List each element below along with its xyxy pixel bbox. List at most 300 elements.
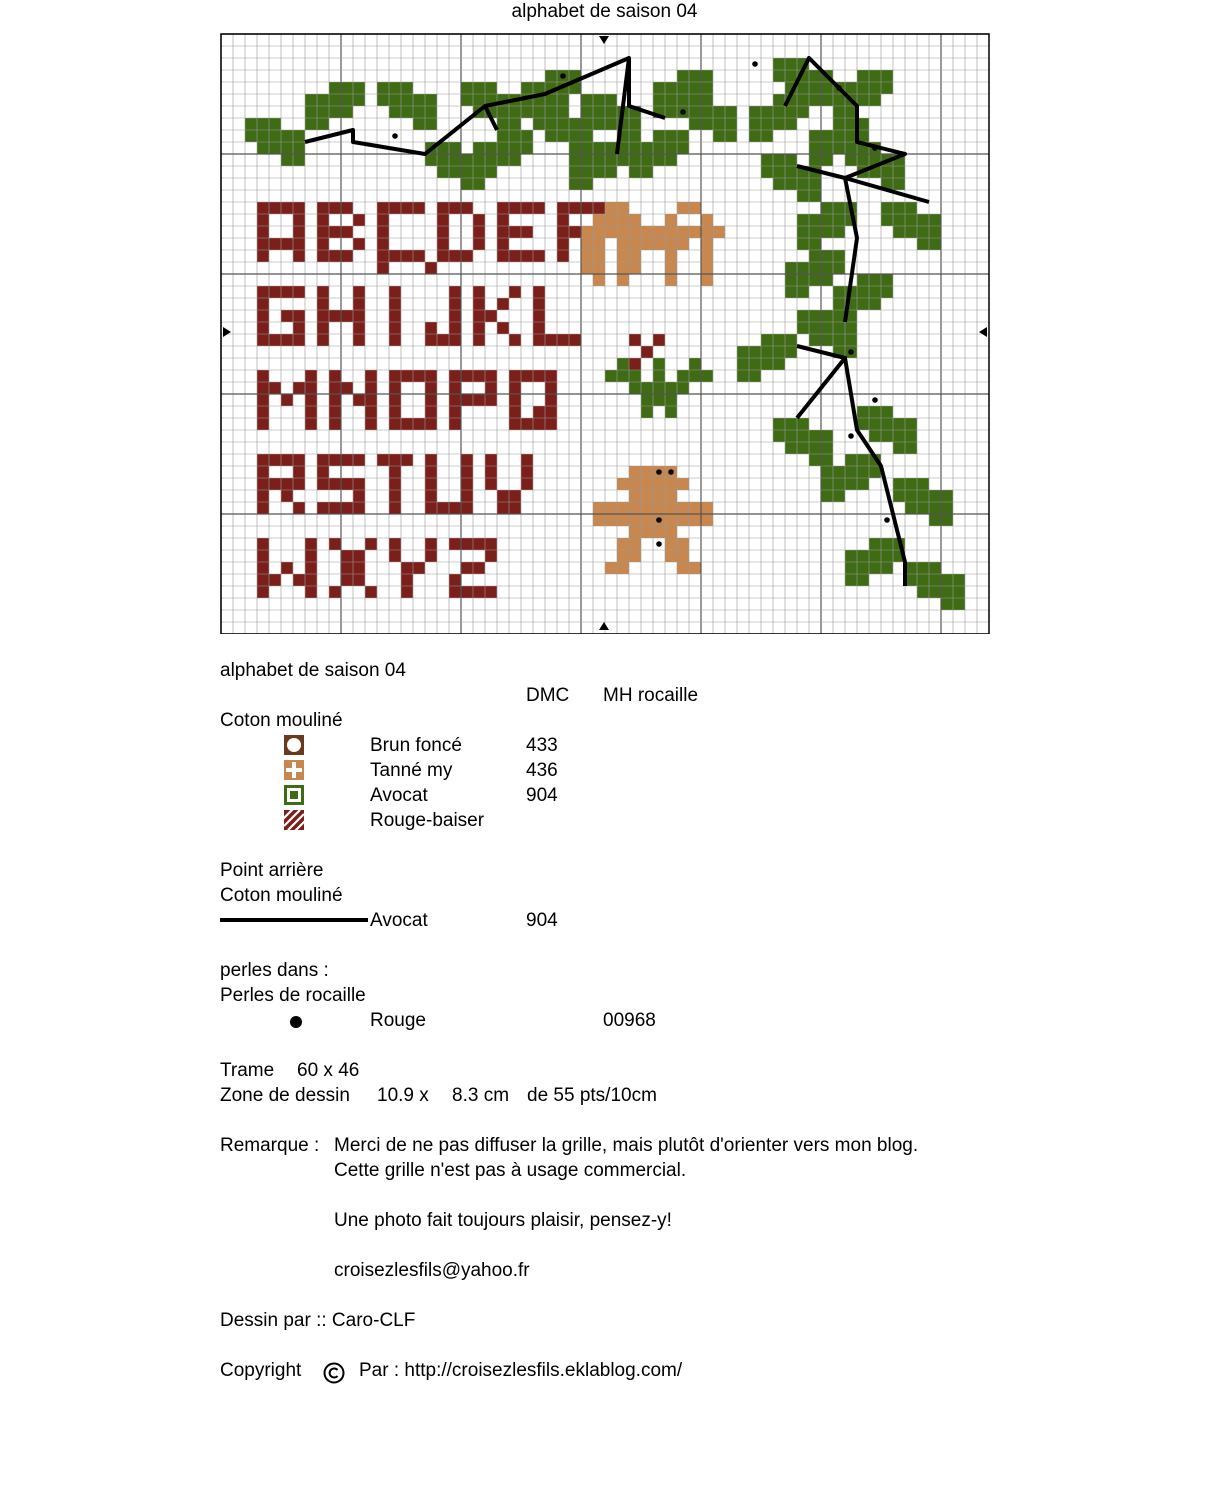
letter-stitch-a: [257, 238, 269, 250]
leaf-stitch: [521, 130, 533, 142]
leaf-stitch: [869, 286, 881, 298]
gingerbread-motif-stitch: [629, 502, 641, 514]
letter-stitch-u: [449, 502, 461, 514]
leaf-stitch: [581, 166, 593, 178]
leaf-stitch: [845, 478, 857, 490]
gingerbread-motif-stitch: [641, 502, 653, 514]
leaf-stitch: [461, 94, 473, 106]
leaf-stitch: [773, 418, 785, 430]
leaf-stitch: [689, 118, 701, 130]
letter-stitch-d: [437, 202, 449, 214]
leaf-stitch: [509, 130, 521, 142]
letter-stitch-d: [449, 250, 461, 262]
leaf-stitch: [821, 442, 833, 454]
gingerbread-motif-stitch: [629, 514, 641, 526]
leaf-stitch: [857, 82, 869, 94]
flower-motif-stitch: [653, 334, 665, 346]
leaf-stitch: [821, 226, 833, 238]
leaf-stitch: [641, 154, 653, 166]
letter-stitch-x: [353, 550, 365, 562]
leaf-stitch: [809, 226, 821, 238]
letter-stitch-u: [437, 502, 449, 514]
leaf-stitch: [785, 70, 797, 82]
letter-stitch-e: [533, 202, 545, 214]
flower-motif-stitch: [653, 358, 665, 370]
letter-stitch-p: [485, 382, 497, 394]
floss-dmc: 904: [526, 785, 558, 806]
leaf-stitch: [701, 82, 713, 94]
leaf-stitch: [809, 82, 821, 94]
flower-motif-stitch: [665, 406, 677, 418]
letter-stitch-q: [545, 418, 557, 430]
leaf-stitch: [881, 214, 893, 226]
letter-stitch-h: [353, 298, 365, 310]
leaf-stitch: [749, 370, 761, 382]
letter-stitch-s: [329, 454, 341, 466]
letter-stitch-v: [509, 490, 521, 502]
letter-stitch-f: [557, 214, 569, 226]
bead-dot-icon: [656, 469, 662, 475]
leaf-stitch: [869, 94, 881, 106]
rouge-baiser-symbol-icon: [284, 810, 304, 830]
letter-stitch-n: [329, 382, 341, 394]
leaf-stitch: [869, 406, 881, 418]
letter-stitch-b: [341, 250, 353, 262]
leaf-stitch: [809, 70, 821, 82]
leaf-stitch: [521, 106, 533, 118]
letter-stitch-b: [317, 250, 329, 262]
letter-stitch-b: [317, 238, 329, 250]
dog-motif-stitch: [617, 238, 629, 250]
bead-dot-icon: [848, 349, 854, 355]
letter-stitch-f: [557, 202, 569, 214]
gingerbread-motif-stitch: [641, 514, 653, 526]
leaf-stitch: [509, 106, 521, 118]
letter-stitch-y: [413, 562, 425, 574]
letter-stitch-w: [257, 538, 269, 550]
leaf-stitch: [473, 142, 485, 154]
letter-stitch-q: [545, 370, 557, 382]
dog-motif-stitch: [677, 202, 689, 214]
leaf-stitch: [497, 142, 509, 154]
bead-dot-icon: [668, 469, 674, 475]
avocat-symbol-icon: [284, 785, 304, 805]
gingerbread-motif-stitch: [677, 502, 689, 514]
leaf-stitch: [569, 118, 581, 130]
dog-motif-stitch: [617, 214, 629, 226]
letter-stitch-j: [449, 334, 461, 346]
gingerbread-motif-stitch: [653, 478, 665, 490]
leaf-stitch: [797, 442, 809, 454]
leaf-stitch: [677, 94, 689, 106]
leaf-stitch: [737, 346, 749, 358]
leaf-stitch: [413, 118, 425, 130]
leaf-stitch: [485, 166, 497, 178]
letter-stitch-b: [353, 214, 365, 226]
leaf-stitch: [785, 166, 797, 178]
letter-stitch-q: [545, 406, 557, 418]
dog-motif-stitch: [629, 250, 641, 262]
dog-motif-stitch: [581, 250, 593, 262]
letter-stitch-h: [329, 310, 341, 322]
letter-stitch-h: [317, 298, 329, 310]
gingerbread-motif-stitch: [677, 562, 689, 574]
letter-stitch-d: [473, 238, 485, 250]
letter-stitch-g: [269, 286, 281, 298]
floss-section-heading: Coton mouliné: [220, 710, 343, 731]
leaf-stitch: [425, 118, 437, 130]
gingerbread-motif-stitch: [653, 490, 665, 502]
letter-stitch-c: [377, 226, 389, 238]
leaf-stitch: [773, 334, 785, 346]
leaf-stitch: [821, 490, 833, 502]
leaf-stitch: [905, 214, 917, 226]
letter-stitch-q: [545, 382, 557, 394]
letter-stitch-v: [485, 478, 497, 490]
flower-motif-stitch: [641, 394, 653, 406]
letter-stitch-s: [329, 502, 341, 514]
leaf-stitch: [857, 154, 869, 166]
letter-stitch-z: [461, 538, 473, 550]
letter-stitch-d: [437, 214, 449, 226]
letter-stitch-i: [389, 334, 401, 346]
leaf-stitch: [413, 94, 425, 106]
leaf-stitch: [881, 430, 893, 442]
leaf-stitch: [917, 490, 929, 502]
leaf-stitch: [329, 82, 341, 94]
floss-name: Brun foncé: [370, 735, 462, 756]
leaf-stitch: [257, 118, 269, 130]
dog-motif-stitch: [701, 226, 713, 238]
blog-link[interactable]: Par : http://croisezlesfils.eklablog.com/: [359, 1360, 683, 1381]
email-link[interactable]: croisezlesfils@yahoo.fr: [334, 1260, 530, 1281]
letter-stitch-p: [473, 394, 485, 406]
leaf-stitch: [893, 490, 905, 502]
leaf-stitch: [317, 94, 329, 106]
cross-stitch-chart: [220, 33, 990, 634]
dog-motif-stitch: [617, 262, 629, 274]
letter-stitch-x: [341, 550, 353, 562]
leaf-stitch: [581, 94, 593, 106]
leaf-stitch: [533, 118, 545, 130]
leaf-stitch: [785, 274, 797, 286]
leaf-stitch: [521, 82, 533, 94]
leaf-stitch: [749, 106, 761, 118]
leaf-stitch: [761, 118, 773, 130]
leaf-stitch: [893, 442, 905, 454]
leaf-stitch: [941, 490, 953, 502]
leaf-stitch: [581, 106, 593, 118]
letter-stitch-p: [473, 370, 485, 382]
letter-stitch-x: [353, 562, 365, 574]
letter-stitch-w: [257, 586, 269, 598]
remark-line: Cette grille n'est pas à usage commercial.: [334, 1160, 687, 1181]
leaf-stitch: [869, 418, 881, 430]
leaf-stitch: [857, 94, 869, 106]
letter-stitch-k: [473, 286, 485, 298]
bead-dot-icon: [392, 133, 398, 139]
floss-name: Rouge-baiser: [370, 810, 485, 831]
letter-stitch-m: [305, 394, 317, 406]
floss-dmc: 436: [526, 760, 558, 781]
letter-stitch-z: [473, 586, 485, 598]
letter-stitch-w: [257, 562, 269, 574]
leaf-stitch: [461, 178, 473, 190]
dog-motif-stitch: [701, 262, 713, 274]
gingerbread-motif-stitch: [617, 514, 629, 526]
leaf-stitch: [749, 358, 761, 370]
letter-stitch-v: [497, 490, 509, 502]
letter-stitch-l: [569, 334, 581, 346]
flower-motif-stitch: [689, 358, 701, 370]
letter-stitch-u: [461, 490, 473, 502]
letter-stitch-q: [509, 418, 521, 430]
leaf-stitch: [809, 250, 821, 262]
leaf-stitch: [665, 94, 677, 106]
leaf-stitch: [893, 214, 905, 226]
leaf-stitch: [317, 106, 329, 118]
leaf-stitch: [821, 262, 833, 274]
letter-stitch-k: [473, 322, 485, 334]
dog-motif-stitch: [629, 238, 641, 250]
letter-stitch-c: [377, 238, 389, 250]
leaf-stitch: [821, 250, 833, 262]
leaf-stitch: [785, 58, 797, 70]
letter-stitch-s: [353, 478, 365, 490]
leaf-stitch: [245, 118, 257, 130]
letter-stitch-n: [329, 418, 341, 430]
leaf-stitch: [857, 454, 869, 466]
gingerbread-motif-stitch: [605, 502, 617, 514]
letter-stitch-n: [329, 370, 341, 382]
leaf-stitch: [881, 166, 893, 178]
leaf-stitch: [329, 94, 341, 106]
flower-motif-stitch: [641, 406, 653, 418]
letter-stitch-b: [329, 202, 341, 214]
letter-stitch-d: [461, 202, 473, 214]
chart-title: alphabet de saison 04: [511, 1, 698, 22]
leaf-stitch: [797, 214, 809, 226]
letter-stitch-u: [461, 478, 473, 490]
leaf-stitch: [629, 118, 641, 130]
gingerbread-motif-stitch: [653, 502, 665, 514]
leaf-stitch: [449, 154, 461, 166]
leaf-stitch: [497, 106, 509, 118]
letter-stitch-s: [317, 466, 329, 478]
letter-stitch-g: [293, 322, 305, 334]
letter-stitch-p: [461, 370, 473, 382]
leaf-stitch: [809, 94, 821, 106]
leaf-stitch: [821, 430, 833, 442]
letter-stitch-l: [533, 298, 545, 310]
gingerbread-motif-stitch: [641, 490, 653, 502]
letter-stitch-g: [257, 286, 269, 298]
letter-stitch-g: [257, 298, 269, 310]
leaf-stitch: [341, 94, 353, 106]
leaf-stitch: [881, 202, 893, 214]
leaf-stitch: [833, 334, 845, 346]
bead-dot-icon: [848, 433, 854, 439]
leaf-stitch: [821, 454, 833, 466]
zone-label: Zone de dessin: [220, 1085, 350, 1106]
letter-stitch-z: [449, 574, 461, 586]
letter-stitch-a: [293, 238, 305, 250]
leaf-stitch: [353, 94, 365, 106]
leaf-stitch: [929, 226, 941, 238]
letter-stitch-b: [317, 214, 329, 226]
backstitch-dmc: 904: [526, 910, 558, 931]
letter-stitch-s: [353, 490, 365, 502]
letter-stitch-l: [545, 334, 557, 346]
leaf-stitch: [929, 490, 941, 502]
leaf-stitch: [869, 562, 881, 574]
dog-motif-stitch: [605, 202, 617, 214]
letter-stitch-v: [497, 502, 509, 514]
leaf-stitch: [509, 118, 521, 130]
center-marker-icon: [599, 622, 609, 630]
leaf-stitch: [557, 94, 569, 106]
letter-stitch-q: [533, 406, 545, 418]
leaf-stitch: [257, 142, 269, 154]
leaf-stitch: [569, 142, 581, 154]
leaf-stitch: [833, 490, 845, 502]
gingerbread-motif-stitch: [617, 562, 629, 574]
leaf-stitch: [401, 106, 413, 118]
remark-line: Merci de ne pas diffuser la grille, mais plutôt d'orienter vers mon blog.: [334, 1135, 919, 1156]
remark-line: Une photo fait toujours plaisir, pensez-y!: [334, 1210, 672, 1231]
leaf-stitch: [689, 70, 701, 82]
letter-stitch-j: [425, 322, 437, 334]
leaf-stitch: [593, 118, 605, 130]
letter-stitch-c: [389, 202, 401, 214]
letter-stitch-k: [497, 298, 509, 310]
leaf-stitch: [569, 166, 581, 178]
leaf-stitch: [557, 130, 569, 142]
key-title: alphabet de saison 04: [220, 660, 406, 681]
letter-stitch-b: [329, 250, 341, 262]
gingerbread-motif-stitch: [677, 538, 689, 550]
gingerbread-motif-stitch: [629, 478, 641, 490]
flower-motif-stitch: [641, 382, 653, 394]
letter-stitch-w: [293, 574, 305, 586]
leaf-stitch: [473, 154, 485, 166]
letter-stitch-t: [389, 466, 401, 478]
leaf-stitch: [797, 94, 809, 106]
leaf-stitch: [785, 346, 797, 358]
leaf-stitch: [761, 154, 773, 166]
letter-stitch-f: [569, 202, 581, 214]
letter-stitch-j: [449, 322, 461, 334]
leaf-stitch: [689, 106, 701, 118]
letter-stitch-b: [353, 238, 365, 250]
dog-motif-stitch: [617, 226, 629, 238]
dog-motif-stitch: [653, 238, 665, 250]
remark-label: Remarque :: [220, 1135, 320, 1156]
leaf-stitch: [833, 130, 845, 142]
leaf-stitch: [785, 430, 797, 442]
leaf-stitch: [833, 478, 845, 490]
leaf-stitch: [809, 430, 821, 442]
leaf-stitch: [761, 106, 773, 118]
letter-stitch-n: [365, 370, 377, 382]
letter-stitch-x: [365, 538, 377, 550]
leaf-stitch: [269, 130, 281, 142]
leaf-stitch: [497, 118, 509, 130]
leaf-stitch: [545, 70, 557, 82]
letter-stitch-q: [509, 406, 521, 418]
dog-motif-stitch: [653, 226, 665, 238]
leaf-stitch: [833, 286, 845, 298]
leaf-stitch: [785, 118, 797, 130]
leaf-stitch: [917, 574, 929, 586]
leaf-stitch: [821, 322, 833, 334]
letter-stitch-j: [449, 298, 461, 310]
letter-stitch-h: [317, 322, 329, 334]
letter-stitch-m: [293, 382, 305, 394]
dog-motif-stitch: [677, 226, 689, 238]
leaf-stitch: [869, 70, 881, 82]
tanne-symbol-icon: [284, 760, 304, 780]
leaf-stitch: [425, 154, 437, 166]
letter-stitch-h: [353, 322, 365, 334]
letter-stitch-r: [293, 466, 305, 478]
leaf-stitch: [917, 238, 929, 250]
letter-stitch-g: [281, 286, 293, 298]
copyright-label: Copyright: [220, 1360, 302, 1381]
leaf-stitch: [821, 310, 833, 322]
leaf-stitch: [653, 130, 665, 142]
letter-stitch-o: [389, 406, 401, 418]
letter-stitch-f: [557, 238, 569, 250]
leaf-stitch: [629, 154, 641, 166]
center-marker-icon: [599, 36, 609, 44]
leaf-stitch: [773, 94, 785, 106]
dog-motif-stitch: [593, 262, 605, 274]
letter-stitch-s: [353, 454, 365, 466]
leaf-stitch: [881, 286, 893, 298]
leaf-stitch: [581, 130, 593, 142]
letter-stitch-p: [449, 370, 461, 382]
bead-dot-icon: [884, 517, 890, 523]
dog-motif-stitch: [713, 226, 725, 238]
leaf-stitch: [857, 478, 869, 490]
leaf-stitch: [953, 586, 965, 598]
leaf-stitch: [845, 574, 857, 586]
leaf-stitch: [257, 130, 269, 142]
letter-stitch-r: [293, 502, 305, 514]
leaf-stitch: [857, 406, 869, 418]
letter-stitch-a: [293, 202, 305, 214]
letter-stitch-q: [533, 370, 545, 382]
zone-width: 10.9 x: [377, 1085, 429, 1106]
leaf-stitch: [461, 82, 473, 94]
leaf-stitch: [341, 106, 353, 118]
leaf-stitch: [473, 166, 485, 178]
letter-stitch-r: [281, 490, 293, 502]
letter-stitch-b: [317, 202, 329, 214]
letter-stitch-j: [449, 286, 461, 298]
letter-stitch-o: [401, 418, 413, 430]
dog-motif-stitch: [593, 226, 605, 238]
dog-motif-stitch: [617, 274, 629, 286]
leaf-stitch: [785, 418, 797, 430]
leaf-stitch: [641, 166, 653, 178]
letter-stitch-r: [293, 454, 305, 466]
leaf-stitch: [773, 430, 785, 442]
leaf-stitch: [605, 106, 617, 118]
letter-stitch-r: [257, 466, 269, 478]
leaf-stitch: [917, 586, 929, 598]
